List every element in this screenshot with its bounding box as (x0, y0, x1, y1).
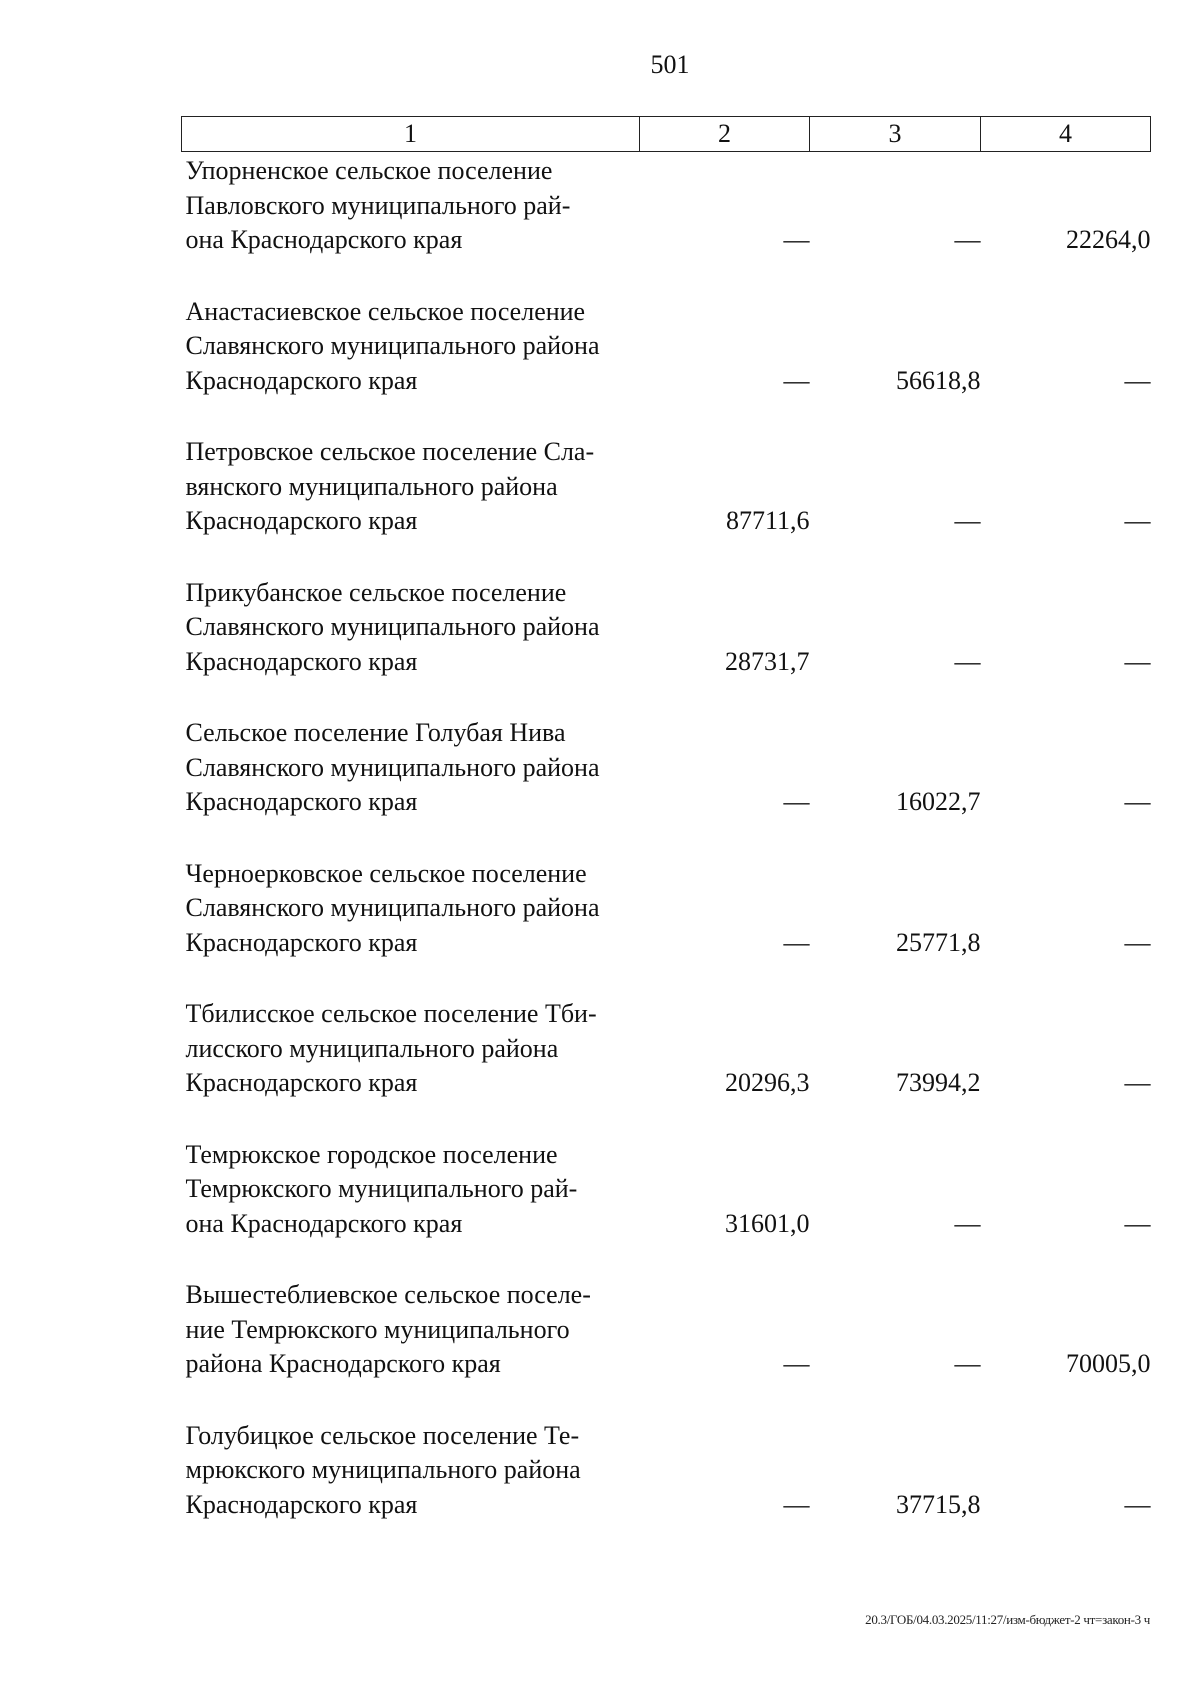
settlement-name (182, 855, 640, 961)
settlement-name-line: Славянского муниципального района (185, 893, 600, 922)
table-row (182, 152, 1151, 258)
settlement-name-line: Краснодарского края (185, 1489, 418, 1519)
table-header-row (182, 117, 1151, 152)
value-col4: — (1124, 365, 1151, 395)
settlement-name (182, 1136, 640, 1242)
settlement-name-line: Краснодарского края (185, 927, 418, 957)
settlement-name (182, 714, 640, 820)
page-number: 501 (650, 50, 690, 79)
table-row (182, 1136, 1151, 1242)
settlement-name-line: Упорненское сельское поселение (185, 156, 553, 185)
settlement-name-line: Славянского муниципального района (185, 331, 600, 360)
table-row (182, 855, 1151, 961)
value-col4: — (1124, 1489, 1151, 1519)
value-col2: — (783, 927, 810, 957)
settlement-name-line: Голубицкое сельское поселение Те- (185, 1420, 580, 1450)
settlement-name (182, 1276, 640, 1382)
settlement-name (182, 152, 640, 258)
column-header-3: 3 (810, 117, 981, 152)
settlement-name (182, 1417, 640, 1523)
value-col2: — (783, 787, 810, 816)
row-spacer (182, 1382, 1151, 1417)
settlement-name-line: Краснодарского края (185, 506, 418, 535)
settlement-name-line: вянского муниципального района (185, 471, 558, 501)
value-col2: — (783, 365, 810, 395)
settlement-name-line: Краснодарского края (185, 365, 418, 395)
settlement-name-line: Черноерковское сельское поселение (185, 858, 587, 888)
value-col4: 22264,0 (1066, 225, 1151, 254)
table-row (182, 293, 1151, 399)
settlement-name (182, 293, 640, 399)
table-row (182, 574, 1151, 680)
settlement-name-line: Темрюкское городское поселение (185, 1139, 558, 1169)
settlement-name-line: Краснодарского края (185, 646, 418, 676)
settlement-name-line: она Краснодарского края (185, 1208, 463, 1238)
settlement-name-line: Анастасиевское сельское поселение (185, 296, 586, 326)
settlement-name-line: района Краснодарского края (185, 1349, 501, 1378)
value-col2: 20296,3 (725, 1068, 810, 1097)
settlement-name-line: Петровское сельское поселение Сла- (185, 437, 595, 466)
row-spacer (182, 820, 1151, 855)
document-footer-code: 20.3/ГОБ/04.03.2025/11:27/изм-бюджет-2 чт=закон-3 ч (865, 1612, 1150, 1627)
value-col3: — (954, 1208, 981, 1238)
value-col3: — (954, 1349, 981, 1378)
value-col3: 56618,8 (896, 365, 981, 395)
row-spacer (182, 679, 1151, 714)
settlement-name-line: Краснодарского края (185, 787, 418, 816)
value-col2: 31601,0 (725, 1208, 810, 1238)
settlement-name-line: мрюкского муниципального района (185, 1455, 581, 1484)
settlement-name-line: Прикубанское сельское поселение (185, 577, 567, 607)
settlement-name-line: ние Темрюкского муниципального (185, 1314, 570, 1344)
column-header-1: 1 (182, 117, 640, 152)
value-col3: — (954, 225, 981, 254)
row-spacer (182, 960, 1151, 995)
row-spacer (182, 1101, 1151, 1136)
value-col3: — (954, 506, 981, 535)
value-col4: — (1124, 927, 1151, 957)
settlement-name-line: Павловского муниципального рай- (185, 190, 571, 220)
value-col3: 25771,8 (896, 927, 981, 957)
value-col4: — (1124, 506, 1151, 535)
value-col2: 28731,7 (725, 646, 810, 676)
table-row (182, 433, 1151, 539)
settlement-name-line: Вышестеблиевское сельское поселе- (185, 1280, 591, 1309)
value-col4: — (1124, 1208, 1151, 1238)
value-col4: — (1124, 1068, 1151, 1097)
settlement-name (182, 995, 640, 1101)
settlement-name-line: она Краснодарского края (185, 225, 463, 254)
table-row (182, 714, 1151, 820)
row-spacer (182, 258, 1151, 293)
row-spacer (182, 1241, 1151, 1276)
budget-table (181, 116, 1151, 1522)
value-col4: 70005,0 (1066, 1349, 1151, 1378)
value-col4: — (1124, 787, 1151, 816)
row-spacer (182, 398, 1151, 433)
value-col3: 73994,2 (896, 1068, 981, 1097)
settlement-name-line: Темрюкского муниципального рай- (185, 1174, 578, 1203)
value-col2: — (783, 1489, 810, 1519)
value-col4: — (1124, 646, 1151, 676)
settlement-name-line: Краснодарского края (185, 1068, 418, 1097)
settlement-name-line: Тбилисское сельское поселение Тби- (185, 999, 597, 1028)
table-row (182, 995, 1151, 1101)
settlement-name-line: Славянского муниципального района (185, 612, 600, 641)
row-spacer (182, 539, 1151, 574)
table-row (182, 1417, 1151, 1523)
column-header-2: 2 (640, 117, 810, 152)
value-col2: — (783, 225, 810, 254)
settlement-name (182, 574, 640, 680)
settlement-name (182, 433, 640, 539)
value-col2: — (783, 1349, 810, 1378)
table-row (182, 1276, 1151, 1382)
column-header-4: 4 (981, 117, 1151, 152)
settlement-name-line: Сельское поселение Голубая Нива (185, 718, 566, 747)
settlement-name-line: лисского муниципального района (185, 1033, 559, 1063)
value-col2: 87711,6 (725, 506, 810, 535)
value-col3: 37715,8 (896, 1489, 981, 1519)
settlement-name-line: Славянского муниципального района (185, 752, 600, 782)
value-col3: 16022,7 (896, 787, 981, 816)
value-col3: — (954, 646, 981, 676)
